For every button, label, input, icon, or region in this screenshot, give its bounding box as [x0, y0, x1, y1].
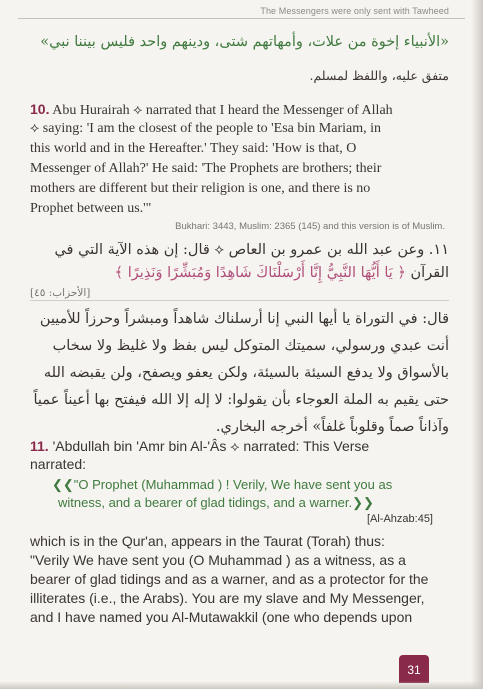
hadith11-arabic-line-7: وآذاناً صماً وقلوباً غلفاً» أخرجه البخاري. — [215, 419, 449, 435]
hadith11-arabic-line-4: أنت عبدي ورسولي، سميتك المتوكل ليس بفظ ولا غليظ ولا سخاب — [52, 338, 449, 354]
hadith11-body-3: bearer of glad tidings and as a warner, and as a protector for the — [30, 571, 429, 587]
hadith10-arabic-text: «الأنبياء إخوة من علات، وأمهاتهم شتى، ودينهم واحد فليس بيننا نبي» — [40, 34, 449, 50]
hadith11-line-1: 11. 'Abdullah bin 'Amr bin Al-'Âs ⟡ narrated: This Verse — [30, 438, 370, 454]
page-edge-shadow — [471, 0, 483, 689]
arabic-divider — [30, 300, 449, 301]
hadith10-line-3: this world and in the Hereafter.' They said: 'How is that, O — [30, 141, 357, 156]
hadith11-arabic-line-5: بالأسواق ولا يدفع السيئة بالسيئة، ولكن يعفو ويصفح، ولن يقبضه الله — [43, 365, 449, 381]
hadith10-line-2: ⟡ saying: 'I am the closest of the people to 'Esa bin Mariam, in — [30, 121, 381, 136]
surah-reference-arabic: [الأحزاب: ٤٥] — [30, 287, 91, 299]
hadith11-body-4: illiterates (i.e., the Arabs). You are my slave and My Messenger, — [30, 590, 425, 606]
hadith11-arabic-line-2: القرآن ﴿ يَا أَيُّهَا النَّبِيُّ إِنَّا أَرْسَلْنَاكَ شَاهِدًا وَمُبَشِّرًا وَنَذِيرًا ﴾ — [114, 265, 449, 281]
quran-quote-block — [52, 470, 433, 525]
hadith11-arabic-line-6: حتى يقيم به الملة العوجاء بأن يقولوا: لا إله إلا الله فيفتح بها أعيناً عمياً — [33, 392, 449, 408]
hadith11-body-1: which is in the Qur'an, appears in the Taurat (Torah) thus: — [30, 533, 385, 549]
hadith11-body-2: "Verily We have sent you (O Muhammad ) as a witness, as a — [30, 552, 406, 568]
quote-reference: [Al-Ahzab:45] — [366, 513, 433, 525]
page-number: 31 — [407, 663, 421, 677]
running-head: The Messengers were only sent with Tawheed — [260, 6, 449, 16]
hadith10-arabic-source: متفق عليه، واللفظ لمسلم. — [309, 68, 449, 83]
hadith11-number: 11. — [30, 438, 49, 454]
hadith11-arabic-line-1: ١١. وعن عبد الله بن عمرو بن العاص ⟡ قال: إن هذه الآية التي في — [54, 242, 449, 258]
hadith11-arabic-line-3: قال: في التوراة يا أيها النبي إنا أرسلناك شاهداً ومبشراً وحرزاً للأميين — [39, 311, 449, 327]
hadith11-line-2: narrated: — [30, 456, 87, 472]
header-rule — [18, 18, 465, 19]
page-bottom-shadow — [0, 681, 483, 689]
quran-verse-arabic: ﴿ يَا أَيُّهَا النَّبِيُّ إِنَّا أَرْسَلْنَاكَ شَاهِدًا وَمُبَشِّرًا وَنَذِيرًا ﴾ — [114, 265, 406, 281]
hadith10-number: 10. — [30, 101, 50, 117]
quote-line-1: ❮❮"O Prophet (Muhammad ) ! Verily, We have sent you as — [52, 477, 393, 492]
hadith10-line-4: Messenger of Allah?' He said: 'The Prophets are brothers; their — [30, 161, 382, 176]
hadith10-line-5: mothers are different but their religion is one, and there is no — [30, 181, 371, 196]
hadith10-reference: Bukhari: 3443, Muslim: 2365 (145) and this version is of Muslim. — [175, 221, 445, 232]
quote-line-2: witness, and a bearer of glad tidings, and a warner.❯❯ — [58, 495, 374, 510]
hadith10-line-6: Prophet between us.'" — [30, 201, 152, 216]
hadith11-body-5: and I have named you Al-Mutawakkil (one who depends upon — [30, 609, 413, 625]
hadith10-line-1: 10. Abu Hurairah ⟡ narrated that I heard the Messenger of Allah — [30, 101, 393, 118]
